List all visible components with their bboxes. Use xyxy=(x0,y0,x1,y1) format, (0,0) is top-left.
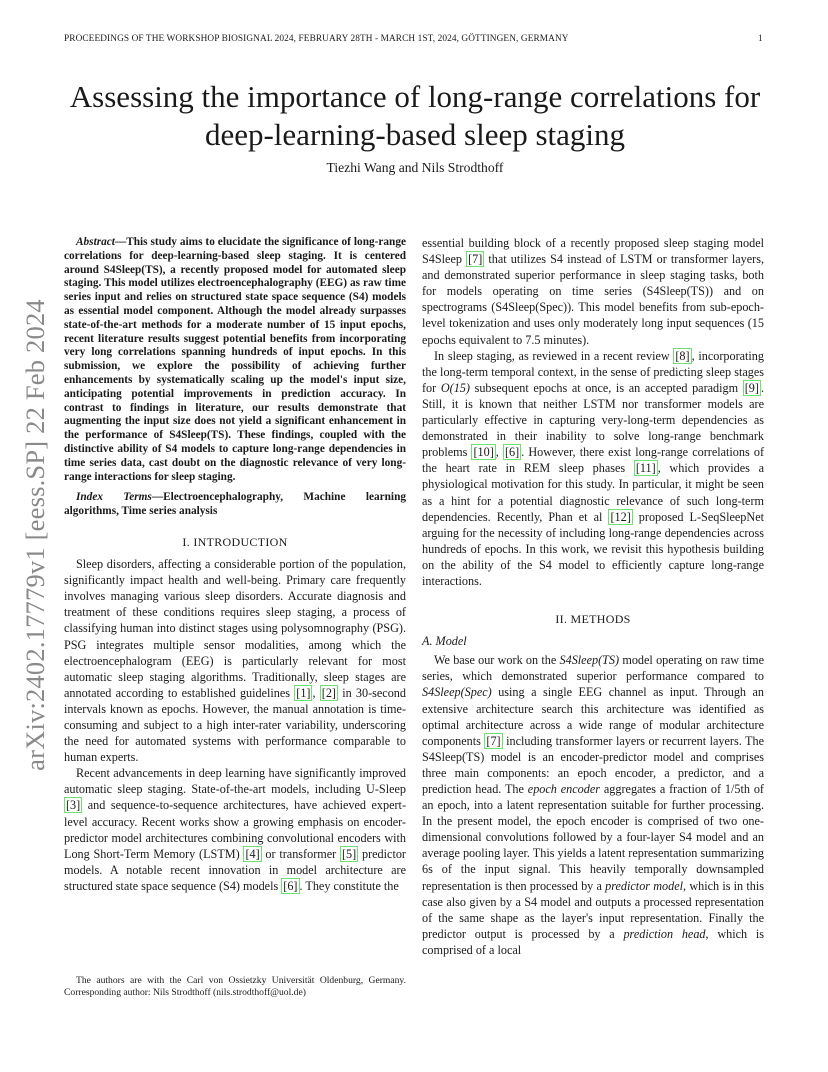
citation-link[interactable]: [12] xyxy=(610,509,631,524)
left-column xyxy=(64,236,406,894)
citation-link[interactable]: [3] xyxy=(66,798,81,813)
text-run: proposed L-SeqSleepNet arguing for the necessity of including long-range dependencies across hundreds of epochs. In this work, we revisit this hypothesis building on the ability of the S4 model to efficiently capture long-range interactions. xyxy=(422,509,764,588)
text-run: , xyxy=(495,445,503,460)
term: predictor model xyxy=(605,878,684,893)
citation-link[interactable]: [8] xyxy=(675,348,690,363)
text-run: model operating on raw time series, which demonstrated superior performance compared to xyxy=(422,653,764,684)
text-run: We base our work on the xyxy=(434,653,560,668)
text-run: In sleep staging, as reviewed in a recent review xyxy=(434,348,674,363)
term: prediction head xyxy=(623,926,706,941)
text-run: Recent advancements in deep learning have significantly improved automatic sleep staging. State-of-the-art models, including U-Sleep xyxy=(64,766,406,797)
text-run: , xyxy=(312,685,320,700)
text-run: . However, there exist long-range correlations of the heart rate in REM sleep phases xyxy=(422,445,765,476)
text-run: including transformer layers or recurrent layers. The S4Sleep(TS) model is an encoder-predictor model and comprises three main components: an epoch encoder, a predictor, and a prediction head. The xyxy=(422,733,764,796)
section-heading-methods: II. METHODS xyxy=(555,612,631,627)
text-run: or transformer xyxy=(261,846,340,861)
intro-paragraph-4 xyxy=(422,348,764,589)
right-column xyxy=(422,235,764,958)
text-run: , incorporating the long-term temporal context, in the sense of predicting sleep stages for xyxy=(422,348,764,395)
citation-link[interactable]: [4] xyxy=(245,846,260,861)
citation-link[interactable]: [6] xyxy=(283,878,298,893)
intro-paragraph-2 xyxy=(64,765,406,894)
citation-link[interactable]: [5] xyxy=(342,846,357,861)
citation-link[interactable]: [7] xyxy=(486,733,501,748)
index-terms-lead: Index Terms xyxy=(76,491,152,504)
text-run: and sequence-to-sequence architectures, have achieved expert-level accuracy. Recent works show a growing emphasis on encoder-predictor model architectures combining convolutional encoders with Long Short-Term Memory (LSTM) xyxy=(64,798,406,861)
text-run: aggregates a fraction of 1/5th of an epoch, into a latent representation suitable for further processing. In the present model, the epoch encoder is comprised of two one-dimensional convolutions followed by a four-layer S4 model and an average pooling layer. This yields a latent representation summarizing 6s of the input signal. This heavily temporally downsampled representation is then processed by a xyxy=(422,782,764,893)
citation-link[interactable]: [10] xyxy=(473,445,494,460)
text-run: , which is in this case also given by a S4 model and outputs a processed representation of the same shape as the layer's input representation. Finally the predictor output is processed by a xyxy=(422,878,764,941)
math-expression: O(15) xyxy=(440,380,470,395)
intro-paragraph-3 xyxy=(422,235,764,348)
text-run: . Still, it is known that neither LSTM nor transformer models are particularly effective in capturing very-long-term dependencies as demonstrated in their inability to solve long-range benchmark problems xyxy=(422,380,764,460)
term: epoch encoder xyxy=(527,782,601,796)
abstract-lead: Abstract xyxy=(76,236,115,248)
text-run: , which provides a physiological motivation for this study. In particular, it might be seen as a hint for a potential diagnostic relevance of such long-term dependencies. Recently, Phan et al xyxy=(422,461,764,524)
text-run: predictor models. A notable recent innovation in model architecture are structured state space sequence (S4) models xyxy=(64,846,406,893)
paper-title: Assessing the importance of long-range correlations for deep-learning-based sleep staging xyxy=(69,79,761,152)
section-heading-introduction: I. INTRODUCTION xyxy=(182,534,288,549)
text-run: Sleep disorders, affecting a considerable portion of the population, significantly impact health and well-being. Primary care frequently involves managing various sleep disorders. Accurate diagnosis and treatment of these conditions requires sleep staging, a process of classifying human into distinct stages using polysomnography (PSG). PSG integrates multiple sensor modalities, among which the electroencephalogram (EEG) is particularly relevant for most automatic sleep staging algorithms. Traditionally, sleep stages are annotated according to established guidelines xyxy=(64,557,406,700)
index-terms xyxy=(64,491,406,519)
abstract xyxy=(64,236,406,484)
abstract-text: —This study aims to elucidate the significance of long-range correlations for deep-learning-based sleep staging. It is centered around S4Sleep(TS), a recently proposed model for automated sleep staging. This model utilizes electroencephalography (EEG) as raw time series input and relies on structured state space sequence (S4) models as essential model component. Although the model already surpasses state-of-the-art methods for a moderate number of 15 input epochs, recent literature results suggest potential benefits from incorporating very long correlations spanning hundreds of input epochs. In this submission, we explore the possibility of achieving further enhancements by systematically scaling up the model's input size, anticipating potential improvements in prediction accuracy. In contrast to findings in literature, our results demonstrate that augmenting the input size does not yield a significant enhancement in the performance of S4Sleep(TS). These findings, coupled with the distinctive ability of S4 models to capture long-range dependencies in time series data, cast doubt on the diagnostic relevance of very long-range interactions for sleep staging. xyxy=(64,236,406,483)
citation-link[interactable]: [7] xyxy=(468,252,483,267)
arxiv-identifier[interactable]: arXiv:2402.17779v1 [eess.SP] 22 Feb 2024 xyxy=(20,299,50,771)
citation-link[interactable]: [2] xyxy=(321,685,336,700)
subsection-heading-model: A. Model xyxy=(422,634,467,649)
page-number: 1 xyxy=(758,34,763,44)
text-run: in 30-second intervals known as epochs. However, the manual annotation is time-consuming and subject to a high inter-rater variability, underscoring the need for automated systems with performance comparable to human experts. xyxy=(64,685,406,765)
text-run: subsequent epochs at once, is an accepted paradigm xyxy=(469,380,743,395)
citation-link[interactable]: [9] xyxy=(744,380,759,395)
citation-link[interactable]: [11] xyxy=(635,461,656,476)
methods-paragraph-1 xyxy=(422,652,764,958)
intro-paragraph-1 xyxy=(64,556,406,765)
text-run: . They constitute the xyxy=(299,878,399,893)
text-run: essential building block of a recently proposed sleep staging model S4Sleep xyxy=(422,236,764,267)
model-name: S4Sleep(Spec) xyxy=(422,685,492,700)
running-head: PROCEEDINGS OF THE WORKSHOP BIOSIGNAL 2024, FEBRUARY 28TH - MARCH 1ST, 2024, GÖTTINGEN, GERMANY xyxy=(64,34,569,44)
index-terms-text: —Electroencephalography, Machine learning algorithms, Time series analysis xyxy=(64,491,406,518)
citation-link[interactable]: [1] xyxy=(296,685,311,700)
model-name: S4Sleep(TS) xyxy=(559,653,620,668)
text-run: using a single EEG channel as input. Through an extensive architecture search this architecture was identified as optimal architecture across a wide range of modular architecture components xyxy=(422,685,764,748)
text-run: that utilizes S4 instead of LSTM or transformer layers, and demonstrated superior performance in sleep staging tasks, both for models operating on time series (S4Sleep(TS)) and on spectrograms (S4Sleep(Spec)). This model benefits from sub-epoch-level tokenization and uses only moderately long input sequences (15 epochs equivalent to 7.5 minutes). xyxy=(422,252,764,347)
citation-link[interactable]: [6] xyxy=(504,445,520,460)
text-run: , which is comprised of a local xyxy=(422,926,764,957)
paper-authors: Tiezhi Wang and Nils Strodthoff xyxy=(326,160,504,175)
footnote-affiliation: The authors are with the Carl von Ossietzky Universität Oldenburg, Germany. Corresponding author: Nils Strodthoff (nils.strodthoff@uol.de) xyxy=(64,975,406,999)
